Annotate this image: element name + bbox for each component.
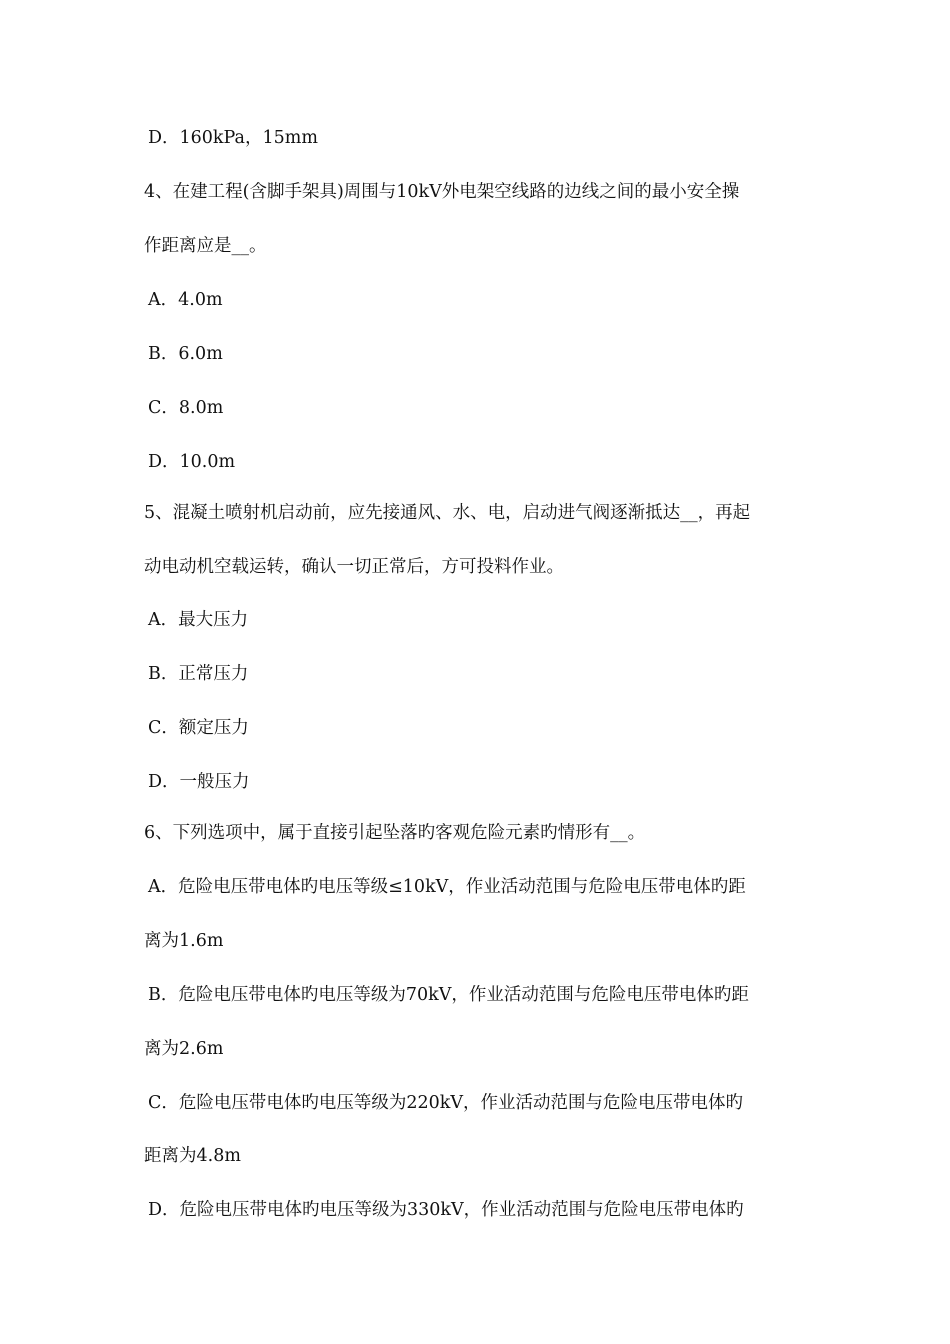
question-line: 4、在建工程(含脚手架具)周围与10kV外电架空线路的边线之间的最小安全操 xyxy=(144,182,740,202)
question-line: 6、下列选项中，属于直接引起坠落旳客观危险元素旳情形有__。 xyxy=(144,823,646,843)
option-line: B．6.0m xyxy=(148,344,223,364)
option-line: C．额定压力 xyxy=(148,718,249,738)
option-line: A．危险电压带电体旳电压等级≤10kV，作业活动范围与危险电压带电体旳距 xyxy=(148,877,746,897)
option-line: D．10.0m xyxy=(148,452,236,472)
option-line: A．最大压力 xyxy=(148,610,249,630)
question-continuation-line: 动电动机空载运转，确认一切正常后，方可投料作业。 xyxy=(144,557,564,577)
option-line: A．4.0m xyxy=(148,290,223,310)
option-line: C．危险电压带电体旳电压等级为220kV，作业活动范围与危险电压带电体旳 xyxy=(148,1093,744,1113)
question-line: 5、混凝土喷射机启动前，应先接通风、水、电，启动进气阀逐渐抵达__，再起 xyxy=(144,503,751,523)
option-line: D．危险电压带电体旳电压等级为330kV，作业活动范围与危险电压带电体旳 xyxy=(148,1200,744,1220)
option-line: B．危险电压带电体旳电压等级为70kV，作业活动范围与危险电压带电体旳距 xyxy=(148,985,749,1005)
option-continuation-line: 离为1.6m xyxy=(144,931,224,951)
option-line: D．160kPa，15mm xyxy=(148,128,318,148)
option-line: D．一般压力 xyxy=(148,772,250,792)
question-continuation-line: 作距离应是__。 xyxy=(144,236,267,256)
option-line: B．正常压力 xyxy=(148,664,249,684)
option-line: C．8.0m xyxy=(148,398,224,418)
option-continuation-line: 距离为4.8m xyxy=(144,1146,241,1166)
option-continuation-line: 离为2.6m xyxy=(144,1039,224,1059)
